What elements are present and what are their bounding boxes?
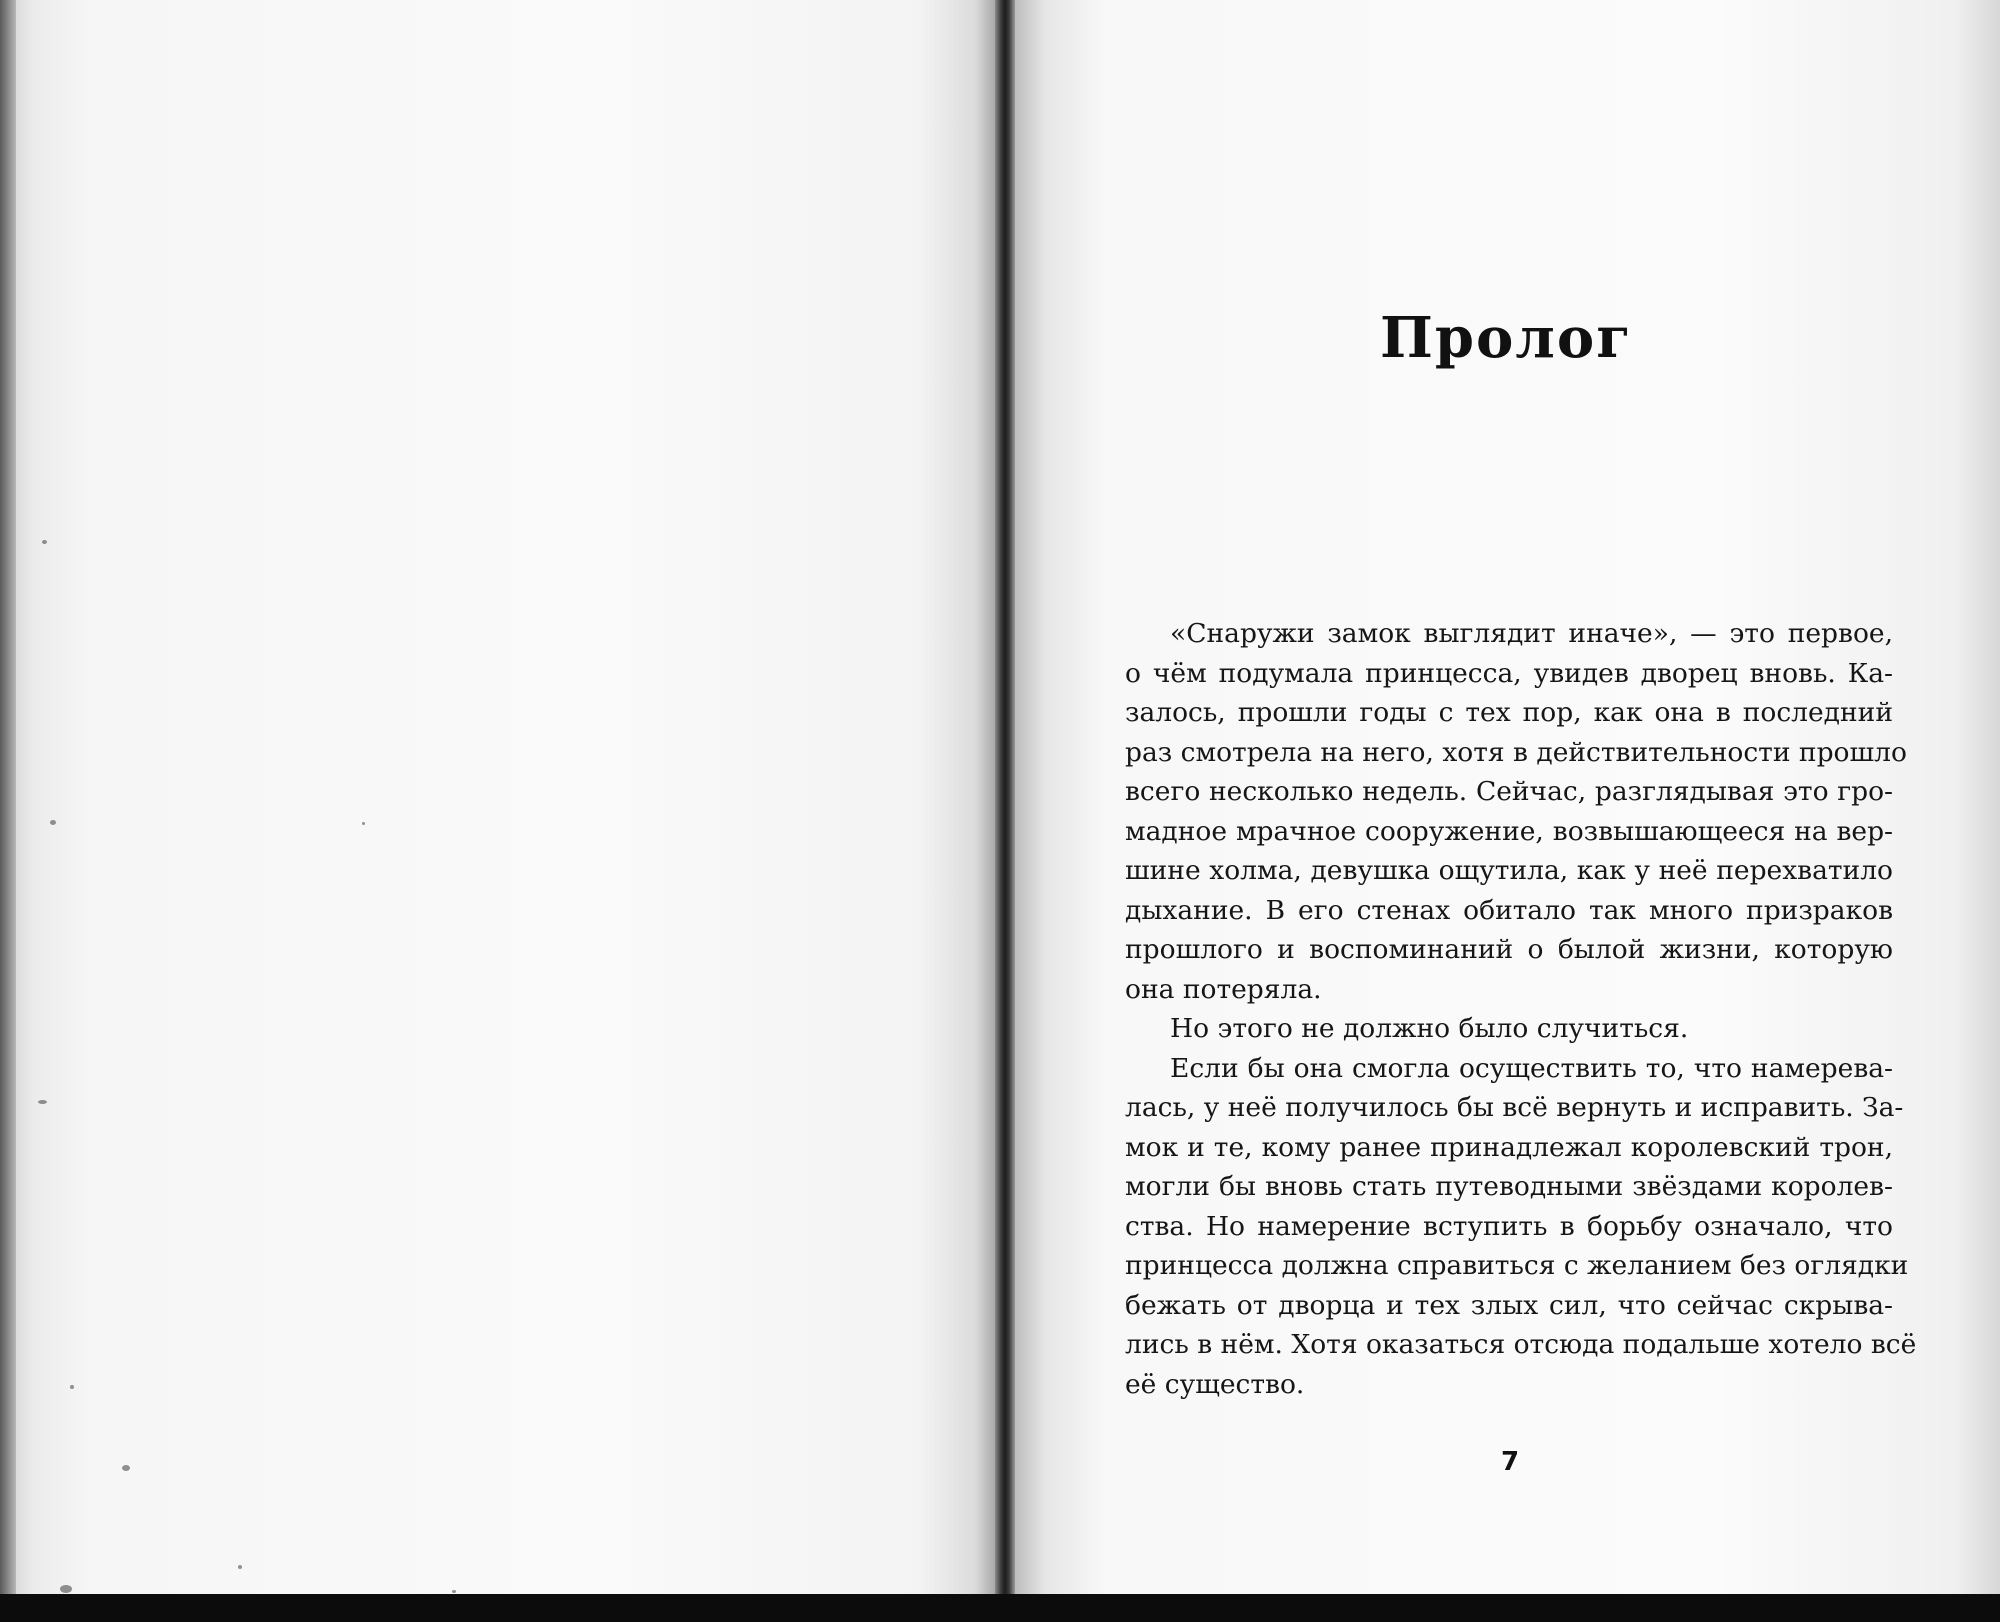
scan-speck (42, 540, 47, 544)
chapter-title: Пролог (1380, 305, 1633, 371)
text-line: прошлого и воспоминаний о былой жизни, которую (1125, 934, 1893, 965)
text-line: могли бы вновь стать путеводными звёздами королев- (1125, 1171, 1893, 1202)
book-gutter (995, 0, 1015, 1594)
left-page-blank (0, 0, 995, 1594)
text-line: мок и те, кому ранее принадлежал королевский трон, (1125, 1131, 1893, 1163)
text-line: принцесса должна справиться с желанием без оглядки (1125, 1250, 1909, 1281)
scan-speck (70, 1385, 74, 1389)
text-line: бежать от дворца и тех злых сил, что сейчас скрыва- (1125, 1289, 1893, 1321)
text-line: раз смотрела на него, хотя в действительности прошло (1125, 736, 1907, 768)
text-line: ства. Но намерение вступить в борьбу означало, что (1125, 1210, 1893, 1242)
text-line: мадное мрачное сооружение, возвышающееся на вер- (1125, 815, 1893, 847)
text-line: о чём подумала принцесса, увидев дворец вновь. Ка- (1125, 657, 1893, 689)
scan-speck (452, 1590, 456, 1593)
text-line: всего несколько недель. Сейчас, разглядывая это гро- (1125, 776, 1893, 807)
text-line: «Снаружи замок выглядит иначе», — это первое, (1170, 618, 1893, 649)
scan-speck (38, 1100, 47, 1104)
text-line: Если бы она смогла осуществить то, что намерева- (1170, 1052, 1893, 1084)
scan-speck (122, 1465, 130, 1471)
scan-speck (50, 820, 56, 825)
text-line: залось, прошли годы с тех пор, как она в последний (1125, 697, 1893, 728)
text-line: шине холма, девушка ощутила, как у неё перехватило (1125, 855, 1893, 886)
page-number: 7 (1500, 1447, 1520, 1477)
scan-speck (238, 1565, 242, 1569)
text-line: лись в нём. Хотя оказаться отсюда подальше хотело всё (1125, 1329, 1917, 1360)
text-line: она потеряла. (1125, 973, 1322, 1005)
scan-speck (60, 1585, 72, 1593)
page-edge-shadow (0, 0, 16, 1594)
text-line: дыхание. В его стенах обитало так много призраков (1125, 894, 1893, 926)
prologue-text (1125, 614, 1917, 1404)
text-line: её существо. (1125, 1368, 1305, 1400)
scan-speck (362, 822, 365, 825)
scan-bottom-edge (0, 1594, 2000, 1622)
text-line: лась, у неё получилось бы всё вернуть и исправить. За- (1125, 1092, 1904, 1123)
text-line: Но этого не должно было случиться. (1170, 1013, 1689, 1044)
